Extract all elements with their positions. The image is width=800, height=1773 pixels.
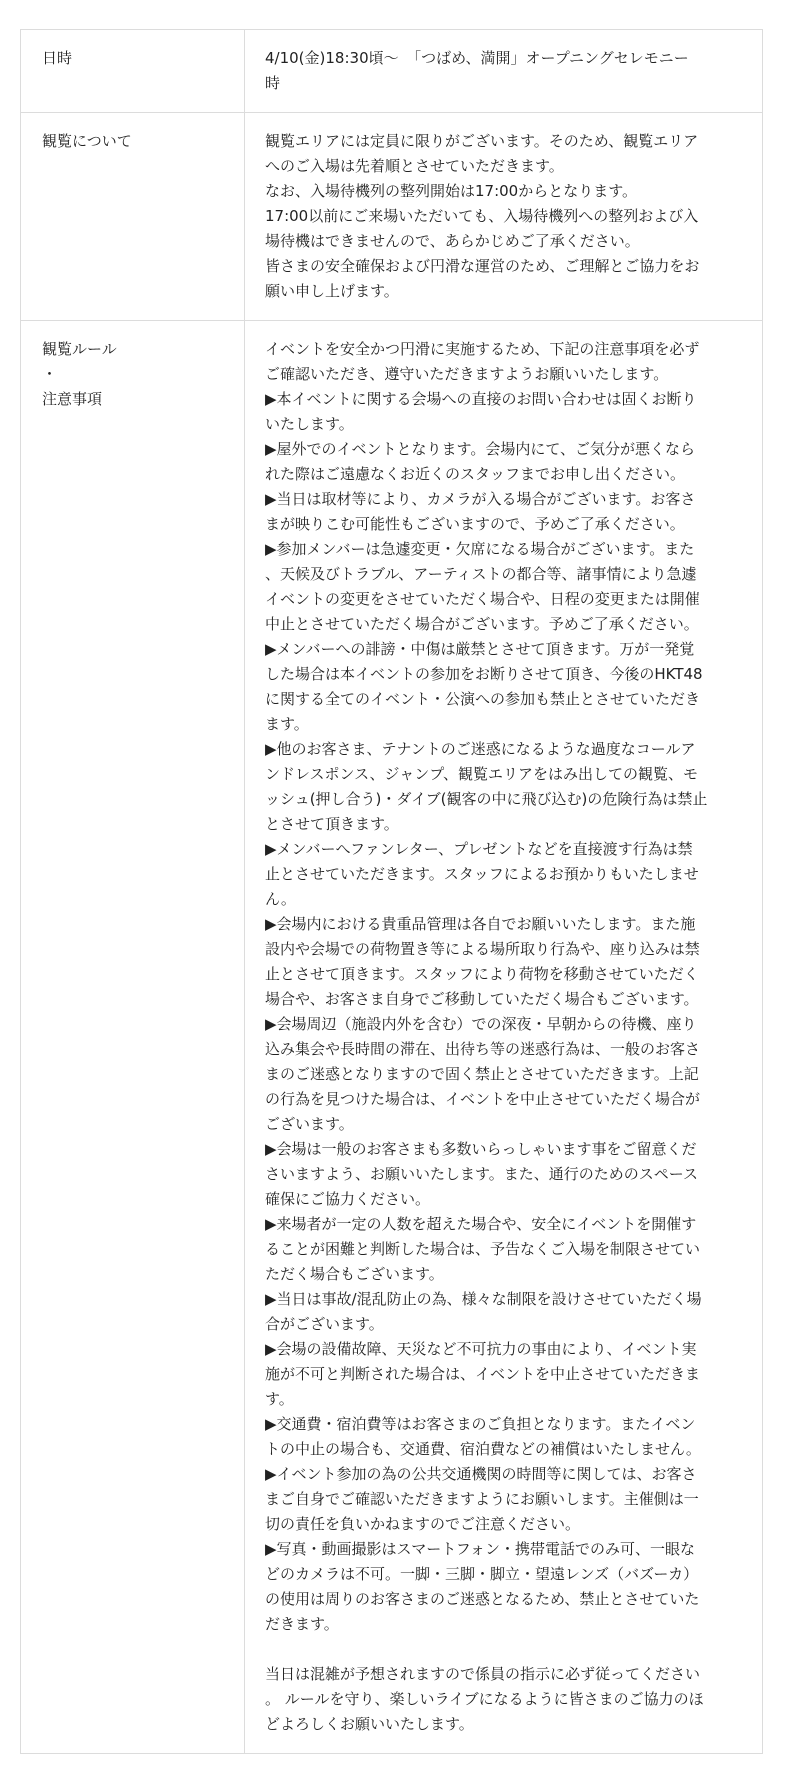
- text-line: 17:00以前にご来場いただいても、入場待機列への整列および入: [265, 207, 699, 225]
- text-line: 止とさせていただきます。スタッフによるお預かりもいたしませ: [265, 865, 699, 883]
- text-line: ただく場合もございます。: [265, 1265, 444, 1283]
- text-line: さいますよう、お願いいたします。また、通行のためのスペース: [265, 1165, 699, 1183]
- text-line: ▶イベント参加の為の公共交通機関の時間等に関しては、お客さ: [265, 1465, 697, 1483]
- text-line: 4/10(金)18:30頃〜 「つばめ、満開」オープニングセレモニー: [265, 49, 689, 67]
- text-line: どのカメラは不可。一脚・三脚・脚立・望遠レンズ（バズーカ）: [265, 1565, 699, 1583]
- text-line: まのご迷惑となりますので固く禁止とさせていただきます。上記: [265, 1065, 699, 1083]
- text-line: 観覧エリアには定員に限りがございます。そのため、観覧エリア: [265, 132, 699, 150]
- text-line: イベントを安全かつ円滑に実施するため、下記の注意事項を必ず: [265, 340, 700, 358]
- text-line: 願い申し上げます。: [265, 282, 399, 300]
- label-rules: 観覧ルール ・ 注意事項: [21, 321, 245, 1754]
- text-line: 場合や、お客さま自身でご移動していただく場合もございます。: [265, 990, 699, 1008]
- text-line: ▶他のお客さま、テナントのご迷惑になるような過度なコールア: [265, 740, 696, 758]
- text-line: 設内や会場での荷物置き等による場所取り行為や、座り込みは禁: [265, 940, 700, 958]
- text-line: ンドレスポンス、ジャンプ、観覧エリアをはみ出しての観覧、モ: [265, 765, 699, 783]
- text-line: いたします。: [265, 415, 354, 433]
- text-line: トの中止の場合も、交通費、宿泊費などの補償はいたしません。: [265, 1440, 701, 1458]
- text-line: ご確認いただき、遵守いただきますようお願いいたします。: [265, 365, 669, 383]
- row-datetime: [21, 30, 763, 113]
- content-viewing: [245, 113, 763, 321]
- row-rules: [21, 321, 763, 1754]
- text-line: 合がございます。: [265, 1315, 384, 1333]
- spacer-line: [265, 1637, 742, 1662]
- text-line: まが映りこむ可能性もございますので、予めご了承ください。: [265, 515, 685, 533]
- text-line: す。: [265, 1390, 294, 1408]
- text-line: 場待機はできませんので、あらかじめご了承ください。: [265, 232, 640, 250]
- text-line: なお、入場待機列の整列開始は17:00からとなります。: [265, 182, 638, 200]
- text-line: ます。: [265, 715, 309, 733]
- text-line: 確保にご協力ください。: [265, 1190, 431, 1208]
- content-datetime: [245, 30, 763, 113]
- text-line: に関する全てのイベント・公演への参加も禁止とさせていただき: [265, 690, 701, 708]
- text-line: ▶来場者が一定の人数を超えた場合や、安全にイベントを開催す: [265, 1215, 697, 1233]
- text-line: だきます。: [265, 1615, 339, 1633]
- text-line: ▶当日は事故/混乱防止の為、様々な制限を設けさせていただく場: [265, 1290, 702, 1308]
- text-line: ▶会場内における貴重品管理は各自でお願いいたします。また施: [265, 915, 696, 933]
- text-line: の使用は周りのお客さまのご迷惑となるため、禁止とさせていた: [265, 1590, 700, 1608]
- text-line: とさせて頂きます。: [265, 815, 399, 833]
- text-line: ることが困難と判断した場合は、予告なくご入場を制限させてい: [265, 1240, 701, 1258]
- text-line: 時: [265, 74, 281, 92]
- label-datetime: 日時: [21, 30, 245, 113]
- text-line: ▶会場の設備故障、天災など不可抗力の事由により、イベント実: [265, 1340, 697, 1358]
- text-line: 切の責任を負いかねますのでご注意ください。: [265, 1515, 581, 1533]
- text-line: ▶屋外でのイベントとなります。会場内にて、ご気分が悪くなら: [265, 440, 696, 458]
- text-line: ▶参加メンバーは急遽変更・欠席になる場合がございます。また: [265, 540, 695, 558]
- text-line: ▶本イベントに関する会場への直接のお問い合わせは固くお断り: [265, 390, 697, 408]
- event-info-table: [20, 29, 763, 1754]
- text-line: ▶当日は取材等により、カメラが入る場合がございます。お客さ: [265, 490, 696, 508]
- text-line: ▶写真・動画撮影はスマートフォン・携帯電話でのみ可、一眼な: [265, 1540, 696, 1558]
- text-line: れた際はご遠慮なくお近くのスタッフまでお申し出ください。: [265, 465, 686, 483]
- text-line: ▶会場周辺（施設内外を含む）での深夜・早朝からの待機、座り: [265, 1015, 697, 1033]
- text-line: ▶会場は一般のお客さまも多数いらっしゃいます事をご留意くだ: [265, 1140, 697, 1158]
- text-line: ん。: [265, 890, 296, 908]
- text-line: 中止とさせていただく場合がございます。予めご了承ください。: [265, 615, 699, 633]
- text-line: ▶メンバーへの誹謗・中傷は厳禁とさせて頂きます。万が一発覚: [265, 640, 695, 658]
- row-viewing: [21, 113, 763, 321]
- text-line: へのご入場は先着順とさせていただきます。: [265, 157, 564, 175]
- text-line: ございます。: [265, 1115, 354, 1133]
- text-line: イベントの変更をさせていただく場合や、日程の変更または開催: [265, 590, 700, 608]
- text-line: どよろしくお願いいたします。: [265, 1715, 474, 1733]
- text-line: 施が不可と判断された場合は、イベントを中止させていただきま: [265, 1365, 701, 1383]
- content-rules: [245, 321, 763, 1754]
- text-line: 、天候及びトラブル、アーティストの都合等、諸事情により急遽: [265, 565, 697, 583]
- text-line: した場合は本イベントの参加をお断りさせて頂き、今後のHKT48: [265, 665, 703, 683]
- text-line: ▶メンバーへファンレター、プレゼントなどを直接渡す行為は禁: [265, 840, 693, 858]
- text-line: 止とさせて頂きます。スタッフにより荷物を移動させていただく: [265, 965, 699, 983]
- text-line: ▶交通費・宿泊費等はお客さまのご負担となります。またイベン: [265, 1415, 696, 1433]
- text-line: ッシュ(押し合う)・ダイブ(観客の中に飛び込む)の危険行為は禁止: [265, 790, 708, 808]
- text-line: 。 ルールを守り、楽しいライブになるように皆さまのご協力のほ: [265, 1690, 704, 1708]
- text-line: まご自身でご確認いただきますようにお願いします。主催側は一: [265, 1490, 699, 1508]
- text-line: 皆さまの安全確保および円滑な運営のため、ご理解とご協力をお: [265, 257, 700, 275]
- text-line: 当日は混雑が予想されますので係員の指示に必ず従ってください: [265, 1665, 701, 1683]
- text-line: 込み集会や長時間の滞在、出待ち等の迷惑行為は、一般のお客さ: [265, 1040, 701, 1058]
- text-line: の行為を見つけた場合は、イベントを中止させていただく場合が: [265, 1090, 701, 1108]
- label-viewing: 観覧について: [21, 113, 245, 321]
